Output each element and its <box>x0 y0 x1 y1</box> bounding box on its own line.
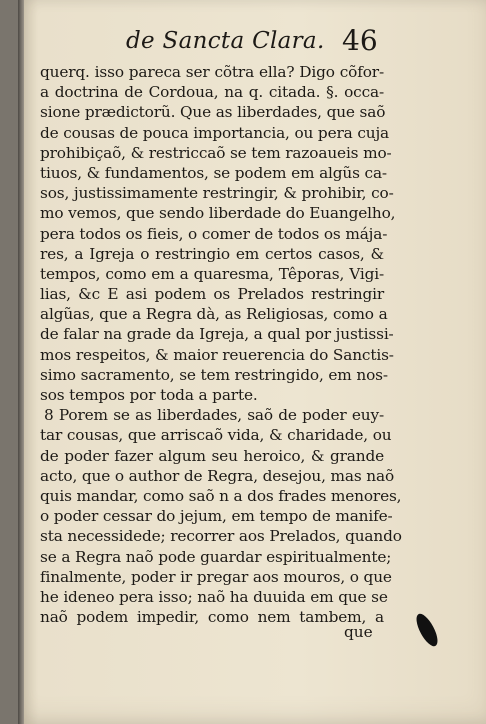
text-line: a doctrina de Cordoua, na q. citada. §. occa- <box>40 83 384 102</box>
text-line: finalmente, poder ir pregar aos mouros, o que <box>40 567 392 586</box>
paragraph-start-line: 8 Porem se as liberdades, saõ de poder euy- <box>44 406 384 425</box>
text-line: acto, que o author de Regra, desejou, mas naõ <box>40 466 395 485</box>
text-line: pera todos os fieis, o comer de todos os mája- <box>40 224 388 243</box>
text-line: naõ podem impedir, como nem tambem, a <box>40 608 384 627</box>
text-line: sione prædictorũ. Que as liberdades, que saõ <box>40 103 386 122</box>
text-line: tar cousas, que arriscaõ vida, & charidade, ou <box>40 426 392 445</box>
text-line: lias, &c E asi podem os Prelados restringir <box>40 285 384 304</box>
text-line: mos respeitos, & maior reuerencia do Sanctis- <box>40 345 394 364</box>
text-line: se a Regra naõ pode guardar espiritualmente; <box>40 547 392 566</box>
page-header <box>0 22 486 58</box>
text-line: tempos, como em a quaresma, Têporas, Vigi- <box>40 264 384 283</box>
text-line: simo sacramento, se tem restringido, em nos- <box>40 365 388 384</box>
text-line: mo vemos, que sendo liberdade do Euangelho, <box>40 204 396 223</box>
page-number: 46 <box>342 24 378 57</box>
text-line: sos, justissimamente restringir, & prohibir, co- <box>40 184 394 203</box>
text-line: sos tempos por toda a parte. <box>40 386 258 404</box>
text-line: algũas, que a Regra dà, as Religiosas, como a <box>40 305 388 324</box>
text-line: prohibiçaõ, & restriccaõ se tem razoaueis mo- <box>40 143 392 162</box>
text-line: de poder fazer algum seu heroico, & grande <box>40 446 384 465</box>
running-head: de Sancta Clara. <box>126 28 325 54</box>
text-line: quis mandar, como saõ n a dos frades menores, <box>40 486 402 505</box>
catchword: que <box>344 623 373 641</box>
text-line: res, a Igreja o restringio em certos casos, & <box>40 244 384 263</box>
text-line: de cousas de pouca importancia, ou pera cuja <box>40 123 390 142</box>
page-gutter-shadow <box>18 0 24 724</box>
text-line: querq. isso pareca ser cõtra ella? Digo cõfor- <box>40 63 384 81</box>
text-line: sta necessidede; recorrer aos Prelados, quando <box>40 527 402 546</box>
text-line: he ideneo pera isso; naõ ha duuida em que se <box>40 587 388 606</box>
body-text <box>40 62 402 627</box>
text-line: tiuos, & fundamentos, se podem em algũs ca- <box>40 163 387 182</box>
text-line: de falar na grade da Igreja, a qual por justissi- <box>40 325 394 344</box>
text-line: o poder cessar do jejum, em tempo de manife- <box>40 507 393 526</box>
